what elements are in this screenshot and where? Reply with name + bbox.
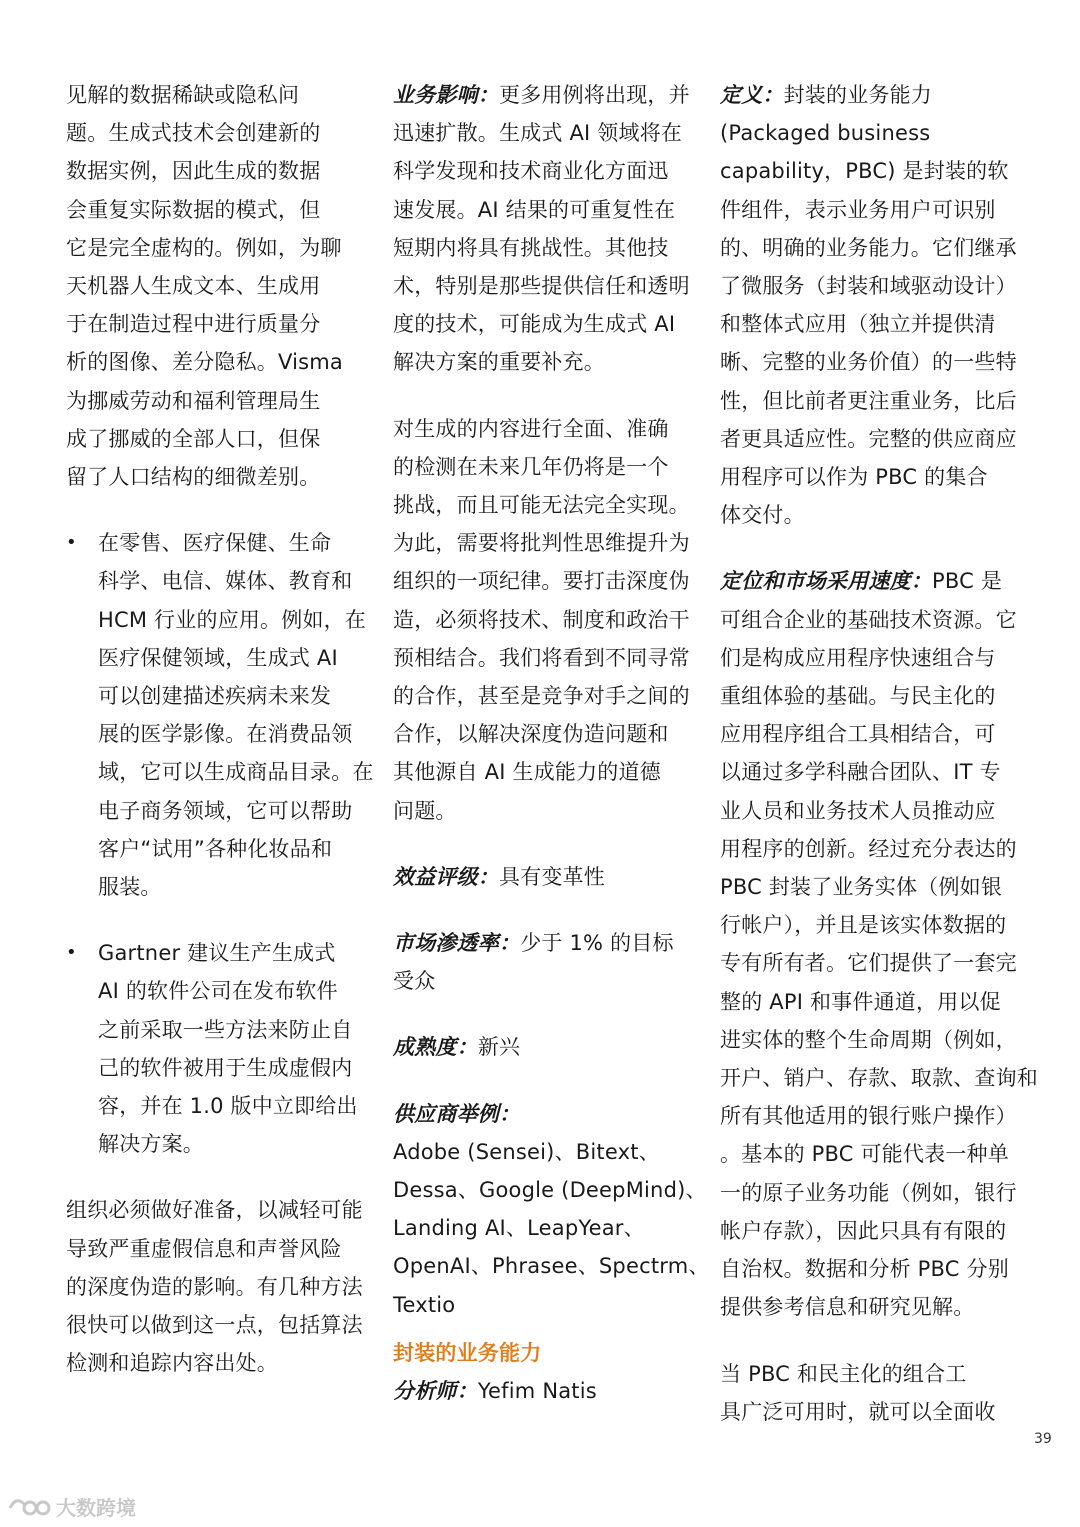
bullet-item-gartner: [66, 934, 366, 1163]
watermark: [8, 1492, 136, 1521]
business-impact-first: 更多用例将出现，并: [499, 83, 690, 107]
text-line: 短期内将具有挑战性。其他技: [393, 235, 669, 260]
text-line: 者更具适应性。完整的供应商应: [720, 426, 1017, 451]
text-line: 在零售、医疗保健、生命: [98, 531, 332, 556]
text-line: 术，特别是那些提供信任和透明: [393, 274, 690, 299]
bullet-dot: •: [66, 532, 77, 554]
text-line: 很快可以做到这一点，包括算法: [66, 1313, 363, 1338]
text-line: 客户“试用”各种化妆品和: [98, 836, 333, 861]
text-line: OpenAI、Phrasee、Spectrm、: [393, 1254, 710, 1279]
text-line: 造，必须将技术、制度和政治干: [393, 607, 690, 632]
position-adoption-label: 定位和市场采用速度：: [720, 569, 932, 594]
text-line: 当 PBC 和民主化的组合工: [720, 1361, 967, 1386]
maturity-value: 新兴: [477, 1035, 521, 1060]
text-line: 组织的一项纪律。要打击深度伪: [393, 569, 690, 594]
definition-first: 封装的业务能力: [783, 83, 933, 107]
text-line: capability，PBC) 是封装的软: [720, 159, 1009, 184]
text-line: 用程序可以作为 PBC 的集合: [720, 465, 988, 490]
text-line: 科学发现和技术商业化方面迅: [393, 159, 669, 184]
text-line: 进实体的整个生命周期（例如，: [720, 1027, 1017, 1052]
text-line: 整的 API 和事件通道，用以促: [720, 989, 1001, 1014]
text-line: 题。生成式技术会创建新的: [66, 121, 321, 146]
maturity: [393, 1028, 693, 1066]
sample-vendors-list: [393, 1133, 710, 1324]
text-line: 医疗保健领域，生成式 AI: [98, 645, 338, 670]
text-line: 导致严重虚假信息和声誉风险: [66, 1236, 342, 1261]
definition: [720, 76, 1020, 534]
text-line: 和整体式应用（独立并提供清: [720, 312, 996, 337]
text-line: 了微服务（封装和域驱动设计）: [720, 274, 1017, 299]
bullet-text: [98, 524, 374, 906]
analyst-name: Yefim Natis: [477, 1379, 597, 1404]
text-line: 迅速扩散。生成式 AI 领域将在: [393, 121, 683, 146]
next-section-header: [393, 1334, 693, 1410]
definition-label: 定义：: [720, 83, 784, 107]
text-line: 服装。: [98, 875, 162, 900]
text-line: 问题。: [393, 798, 457, 823]
business-impact-text: [393, 114, 693, 381]
text-line: 为此，需要将批判性思维提升为: [393, 531, 690, 556]
text-line: 提供参考信息和研究见解。: [720, 1295, 975, 1320]
column-right: [720, 76, 1038, 1459]
text-line: 见解的数据稀缺或隐私问: [66, 83, 300, 107]
column-left: [66, 76, 374, 1411]
text-line: 科学、电信、媒体、教育和: [98, 569, 353, 594]
maturity-label: 成熟度：: [393, 1035, 478, 1060]
text-line: 专有所有者。它们提供了一套完: [720, 951, 1017, 976]
text-line: 的合作，甚至是竞争对手之间的: [393, 684, 690, 709]
text-line: 自治权。数据和分析 PBC 分别: [720, 1257, 1009, 1282]
text-line: Dessa、Google (DeepMind)、: [393, 1178, 707, 1203]
text-line: Gartner 建议生产生成式: [98, 941, 336, 966]
text-line: 它是完全虚构的。例如，为聊: [66, 235, 342, 260]
sample-vendors: [393, 1095, 710, 1324]
text-line: 组织必须做好准备，以减轻可能: [66, 1198, 363, 1223]
analyst-label: 分析师：: [393, 1379, 478, 1404]
text-line: 可组合企业的基础技术资源。它: [720, 607, 1017, 632]
text-line: 们是构成应用程序快速组合与: [720, 645, 996, 670]
benefit-rating-label: 效益评级：: [393, 864, 499, 889]
text-line: 会重复实际数据的模式，但: [66, 197, 321, 222]
text-line: 行帐户），并且是该实体数据的: [720, 913, 1007, 938]
text-line: 解决方案。: [98, 1132, 204, 1157]
text-line: 。基本的 PBC 可能代表一种单: [720, 1142, 1009, 1167]
text-line: 业人员和业务技术人员推动应: [720, 798, 996, 823]
text-line: 挑战，而且可能无法完全实现。: [393, 493, 690, 518]
text-line: 帐户存款），因此只具有有限的: [720, 1218, 1007, 1243]
text-line: (Packaged business: [720, 121, 931, 146]
text-line: Textio: [393, 1292, 456, 1317]
text-line: 以通过多学科融合团队、IT 专: [720, 760, 1001, 785]
position-adoption: [720, 562, 1038, 1326]
watermark-text: 大数跨境: [56, 1496, 136, 1520]
text-line: 检测和追踪内容出处。: [66, 1351, 278, 1376]
text-line: 电子商务领域，它可以帮助: [98, 798, 353, 823]
watermark-logo-icon: [8, 1494, 52, 1520]
text-line: HCM 行业的应用。例如，在: [98, 607, 367, 632]
text-line: 具广泛可用时，就可以全面收: [720, 1399, 996, 1424]
text-line: 数据实例，因此生成的数据: [66, 159, 321, 184]
position-adoption-first: PBC 是: [932, 569, 1003, 594]
text-line: 的、明确的业务能力。它们继承: [720, 235, 1017, 260]
text-line: 成了挪威的全部人口，但保: [66, 426, 321, 451]
definition-text: [720, 114, 1020, 534]
column-middle: [393, 76, 710, 1438]
market-penetration: [393, 924, 693, 1000]
paragraph-intro: [66, 76, 366, 496]
business-impact-label: 业务影响：: [393, 83, 499, 107]
text-line: 速发展。AI 结果的可重复性在: [393, 197, 676, 222]
bullet-text: [98, 934, 366, 1163]
benefit-rating-value: 具有变革性: [499, 864, 605, 889]
text-line: 预相结合。我们将看到不同寻常: [393, 645, 690, 670]
text-line: 解决方案的重要补充。: [393, 350, 605, 375]
text-line: 于在制造过程中进行质量分: [66, 312, 321, 337]
text-line: 度的技术，可能成为生成式 AI: [393, 312, 676, 337]
paragraph-detection: [393, 410, 693, 830]
benefit-rating: [393, 858, 693, 896]
bullet-dot: •: [66, 942, 77, 964]
market-penetration-rest: 受众: [393, 969, 436, 994]
text-line: 合作，以解决深度伪造问题和: [393, 722, 669, 747]
business-impact: [393, 76, 693, 382]
paragraph-pbc-available: [720, 1355, 1020, 1431]
market-penetration-value: 少于 1% 的目标: [520, 931, 674, 956]
text-line: 其他源自 AI 生成能力的道德: [393, 760, 661, 785]
text-line: 用程序的创新。经过充分表达的: [720, 836, 1017, 861]
text-line: Adobe (Sensei)、Bitext、: [393, 1139, 660, 1164]
paragraph-prepare: [66, 1191, 366, 1382]
bullet-item-applications: [66, 524, 374, 906]
text-line: 对生成的内容进行全面、准确: [393, 416, 669, 441]
text-line: 重组体验的基础。与民主化的: [720, 684, 996, 709]
text-line: 析的图像、差分隐私。Visma: [66, 350, 344, 375]
text-line: 留了人口结构的细微差别。: [66, 465, 321, 490]
text-line: 的检测在未来几年仍将是一个: [393, 454, 669, 479]
text-line: 所有其他适用的银行账户操作）: [720, 1104, 1017, 1129]
text-line: 晰、完整的业务价值）的一些特: [720, 350, 1017, 375]
text-line: Landing AI、LeapYear、: [393, 1216, 645, 1241]
text-line: 为挪威劳动和福利管理局生: [66, 388, 321, 413]
text-line: 的深度伪造的影响。有几种方法: [66, 1274, 363, 1299]
text-line: 可以创建描述疾病未来发: [98, 684, 332, 709]
text-line: 之前采取一些方法来防止自: [98, 1017, 353, 1042]
text-line: 己的软件被用于生成虚假内: [98, 1055, 353, 1080]
text-line: 应用程序组合工具相结合，可: [720, 722, 996, 747]
text-line: 体交付。: [720, 503, 805, 528]
text-line: 域，它可以生成商品目录。在: [98, 760, 374, 785]
sample-vendors-label: 供应商举例：: [393, 1101, 521, 1126]
text-line: 件组件，表示业务用户可识别: [720, 197, 996, 222]
position-adoption-text: [720, 601, 1038, 1327]
section-title: 封装的业务能力: [393, 1340, 542, 1365]
text-line: 容，并在 1.0 版中立即给出: [98, 1094, 358, 1119]
text-line: PBC 封装了业务实体（例如银: [720, 875, 1003, 900]
text-line: AI 的软件公司在发布软件: [98, 979, 338, 1004]
text-line: 性，但比前者更注重业务，比后: [720, 388, 1017, 413]
page-number: 39: [1034, 1431, 1052, 1447]
text-line: 天机器人生成文本、生成用: [66, 274, 321, 299]
market-penetration-label: 市场渗透率：: [393, 931, 521, 956]
text-line: 一的原子业务功能（例如，银行: [720, 1180, 1017, 1205]
text-line: 开户、销户、存款、取款、查询和: [720, 1066, 1038, 1091]
text-line: 展的医学影像。在消费品领: [98, 722, 353, 747]
